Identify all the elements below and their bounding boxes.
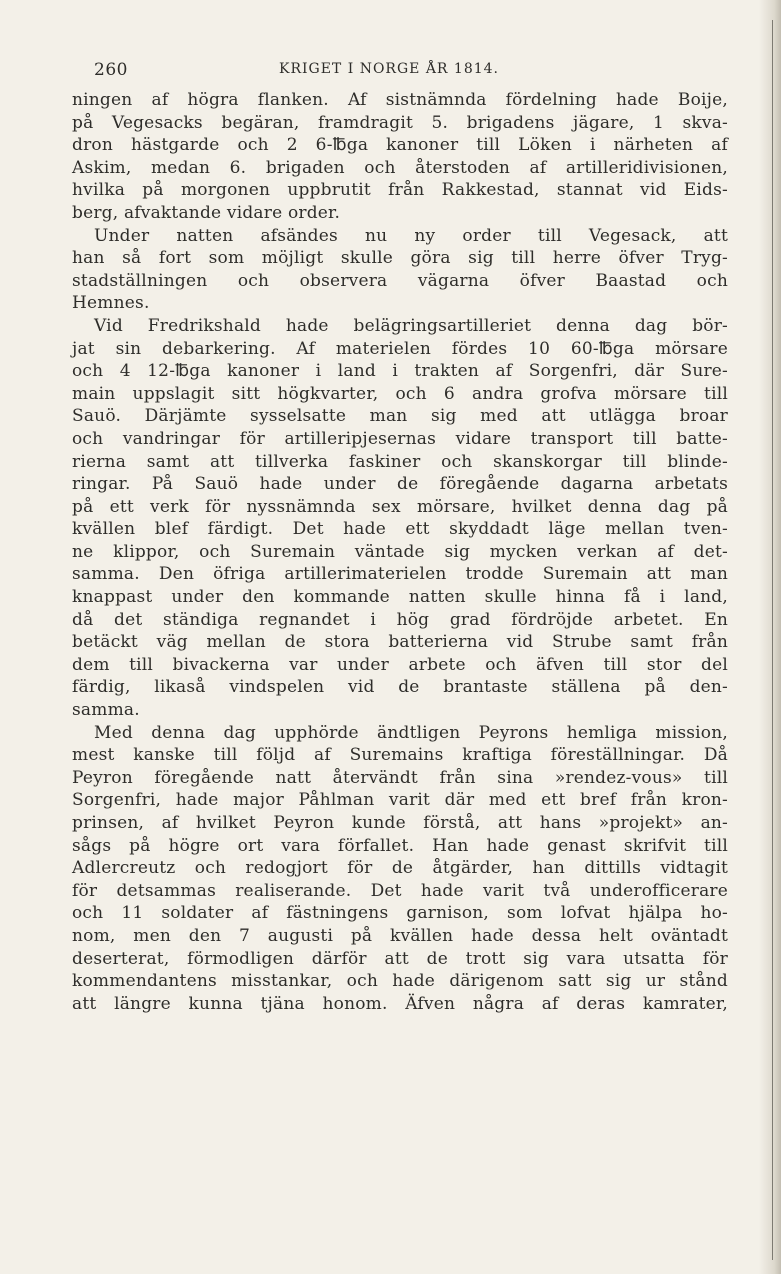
text-line: på ett verk för nyssnämnda sex mörsare, hvilket denna dag på <box>72 496 728 517</box>
text-line: ne klippor, och Suremain väntade sig mycken verkan af det- <box>72 541 728 562</box>
text-line: att längre kunna tjäna honom. Äfven några af deras kamrater, <box>72 993 728 1014</box>
text-line: knappast under den kommande natten skulle hinna få i land, <box>72 587 728 608</box>
text-line: Sorgenfri, hade major Påhlman varit där med ett bref från kron- <box>72 790 728 811</box>
text-line: Adlercreutz och redogjort för de åtgärder, han dittills vidtagit <box>72 858 728 879</box>
text-line: på Vegesacks begäran, framdragit 5. brigadens jägare, 1 skva- <box>72 112 728 133</box>
text-line: Vid Fredrikshald hade belägringsartilleriet denna dag bör- <box>94 315 728 336</box>
text-line: han så fort som möjligt skulle göra sig till herre öfver Tryg- <box>72 248 728 269</box>
text-line: deserterat, förmodligen därför att de trott sig vara utsatta för <box>72 948 728 969</box>
text-line: rierna samt att tillverka faskiner och skanskorgar till blinde- <box>72 451 728 472</box>
page-edge-shadow <box>759 0 781 1274</box>
text-line: prinsen, af hvilket Peyron kunde förstå, att hans »projekt» an- <box>72 813 728 833</box>
text-line: sågs på högre ort vara förfallet. Han hade genast skrifvit till <box>72 835 728 856</box>
text-line: Med denna dag upphörde ändtligen Peyrons hemliga mission, <box>94 722 728 743</box>
text-line: ningen af högra flanken. Af sistnämnda fördelning hade Boije, <box>72 90 728 110</box>
text-line: då det ständiga regnandet i hög grad fördröjde arbetet. En <box>72 609 728 630</box>
text-line: hvilka på morgonen uppbrutit från Rakkestad, stannat vid Eids- <box>72 180 728 201</box>
text-line: nom, men den 7 augusti på kvällen hade dessa helt oväntadt <box>72 925 728 946</box>
text-line: samma. <box>72 700 140 721</box>
page-number: 260 <box>94 60 128 80</box>
text-line: och 11 soldater af fästningens garnison, som lofvat hjälpa ho- <box>72 903 728 924</box>
text-line: och 4 12-℔ga kanoner i land i trakten af Sorgenfri, där Sure- <box>72 361 728 382</box>
text-line: dem till bivackerna var under arbete och äfven till stor del <box>72 654 728 675</box>
text-line: och vandringar för artilleripjesernas vidare transport till batte- <box>72 428 728 449</box>
text-line: Hemnes. <box>72 293 150 314</box>
running-head: KRIGET I NORGE ÅR 1814. <box>279 61 500 77</box>
text-line: samma. Den öfriga artillerimaterielen trodde Suremain att man <box>72 564 728 585</box>
text-line: Peyron föregående natt återvändt från sina »rendez-vous» till <box>72 767 728 788</box>
body-text <box>72 89 728 1015</box>
text-line: för detsammas realiserande. Det hade varit två underofficerare <box>72 880 728 901</box>
text-line: Sauö. Därjämte sysselsatte man sig med att utlägga broar <box>72 406 728 427</box>
text-line: Under natten afsändes nu ny order till Vegesack, att <box>94 225 728 246</box>
text-line: mest kanske till följd af Suremains kraftiga föreställningar. Då <box>72 745 728 766</box>
text-line: main uppslagit sitt högkvarter, och 6 andra grofva mörsare till <box>72 383 728 404</box>
text-line: kvällen blef färdigt. Det hade ett skyddadt läge mellan tven- <box>72 519 728 540</box>
text-line: kommendantens misstankar, och hade därigenom satt sig ur stånd <box>72 971 728 992</box>
text-line: färdig, likaså vindspelen vid de brantaste ställena på den- <box>72 677 728 698</box>
text-line: berg, afvaktande vidare order. <box>72 202 341 223</box>
page-edge-line <box>772 20 773 1260</box>
text-line: Askim, medan 6. brigaden och återstoden af artilleridivisionen, <box>72 157 728 178</box>
text-line: betäckt väg mellan de stora batterierna vid Strube samt från <box>72 632 728 653</box>
page-header <box>94 60 734 84</box>
text-line: jat sin debarkering. Af materielen fördes 10 60-℔ga mörsare <box>72 338 728 359</box>
text-line: dron hästgarde och 2 6-℔ga kanoner till Löken i närheten af <box>72 135 728 156</box>
text-line: ringar. På Sauö hade under de föregående dagarna arbetats <box>72 474 728 495</box>
text-line: stadställningen och observera vägarna öfver Baastad och <box>72 270 728 291</box>
